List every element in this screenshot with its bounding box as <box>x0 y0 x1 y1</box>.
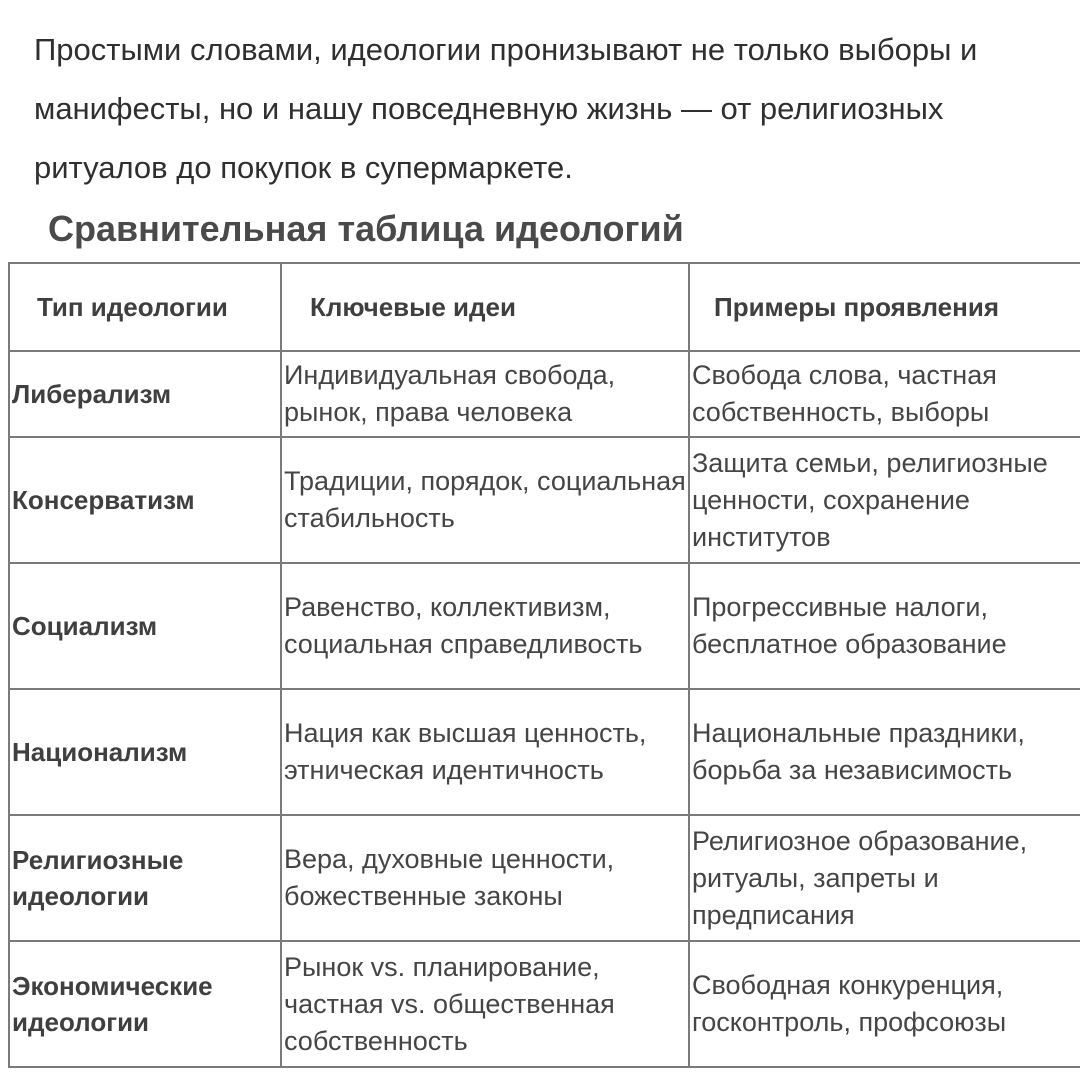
cell-ideology-type: Национализм <box>9 689 281 815</box>
cell-ideology-type: Экономические идеологии <box>9 941 281 1067</box>
cell-key-ideas: Традиции, порядок, социальная стабильность <box>281 437 689 563</box>
table-title: Сравнительная таблица идеологий <box>48 208 684 249</box>
table-row <box>9 563 1080 689</box>
cell-ideology-type: Консерватизм <box>9 437 281 563</box>
cell-key-ideas: Равенство, коллективизм, социальная справедливость <box>281 563 689 689</box>
column-header-examples: Примеры проявления <box>689 263 1080 351</box>
table-row <box>9 351 1080 437</box>
column-header-key-ideas: Ключевые идеи <box>281 263 689 351</box>
table-row <box>9 941 1080 1067</box>
cell-ideology-type: Либерализм <box>9 351 281 437</box>
ideology-comparison-table <box>8 262 1080 1068</box>
cell-key-ideas: Рынок vs. планирование, частная vs. общественная собственность <box>281 941 689 1067</box>
cell-examples: Прогрессивные налоги, бесплатное образование <box>689 563 1080 689</box>
cell-examples: Свобода слова, частная собственность, выборы <box>689 351 1080 437</box>
cell-ideology-type: Социализм <box>9 563 281 689</box>
cell-key-ideas: Вера, духовные ценности, божественные законы <box>281 815 689 941</box>
cell-ideology-type: Религиозные идеологии <box>9 815 281 941</box>
intro-paragraph: Простыми словами, идеологии пронизывают не только выборы и манифесты, но и нашу повседневную жизнь — от религиозных ритуалов до покупок в супермаркете. <box>34 32 978 185</box>
table-row <box>9 437 1080 563</box>
table-row <box>9 815 1080 941</box>
cell-examples: Свободная конкуренция, госконтроль, профсоюзы <box>689 941 1080 1067</box>
cell-examples: Защита семьи, религиозные ценности, сохранение институтов <box>689 437 1080 563</box>
cell-examples: Религиозное образование, ритуалы, запреты и предписания <box>689 815 1080 941</box>
cell-examples: Национальные праздники, борьба за независимость <box>689 689 1080 815</box>
table-header-row <box>9 263 1080 351</box>
cell-key-ideas: Индивидуальная свобода, рынок, права человека <box>281 351 689 437</box>
cell-key-ideas: Нация как высшая ценность, этническая идентичность <box>281 689 689 815</box>
column-header-type: Тип идеологии <box>9 263 281 351</box>
table-row <box>9 689 1080 815</box>
